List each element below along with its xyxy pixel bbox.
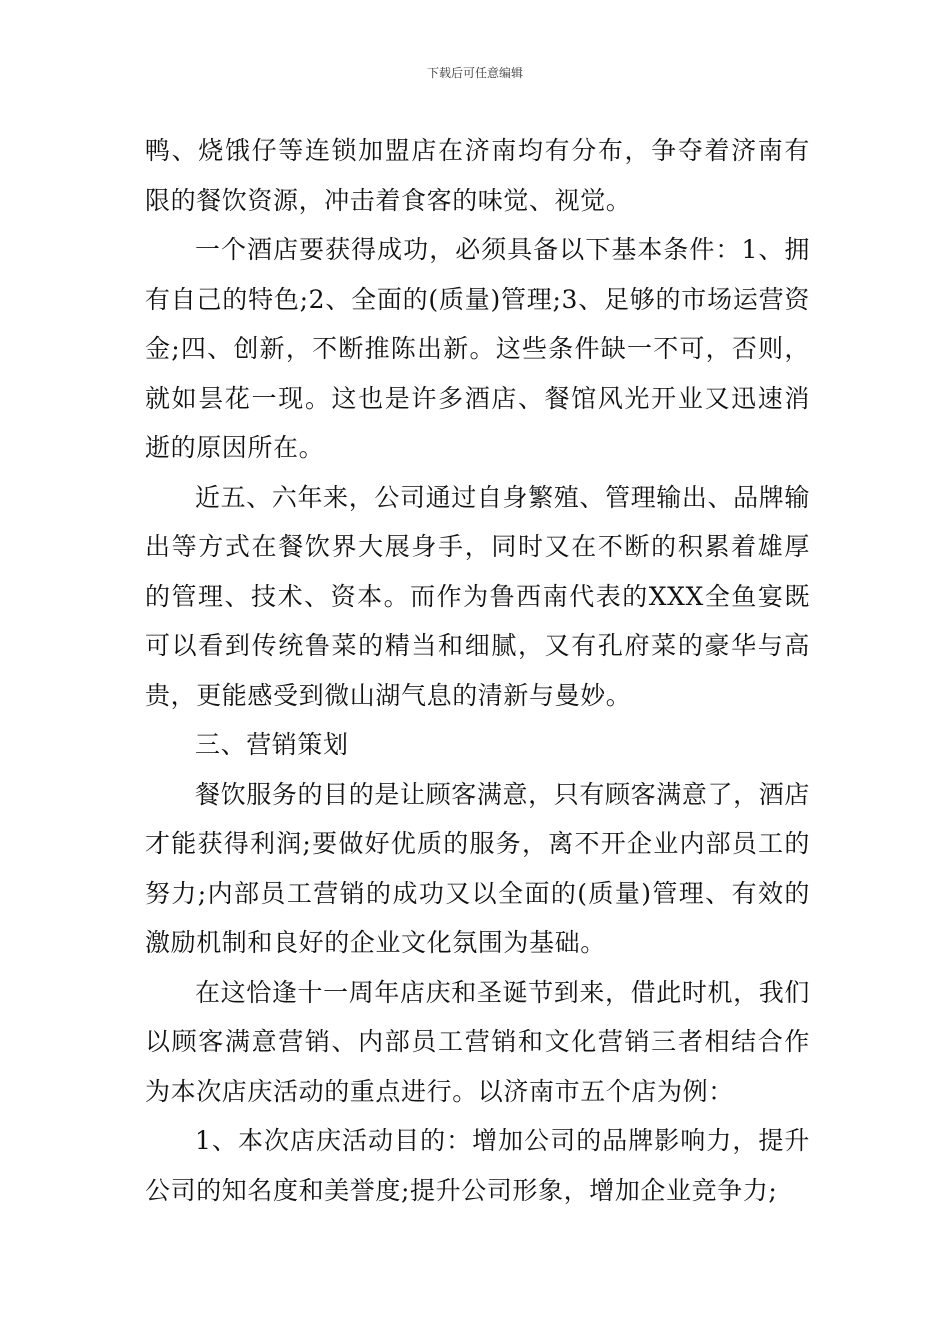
paragraph-company-history: 近五、六年来，公司通过自身繁殖、管理输出、品牌输出等方式在餐饮界大展身手，同时又在不断的积累着雄厚的管理、技术、资本。而作为鲁西南代表的XXX全鱼宴既可以看到传统鲁菜的精当和细腻，又有孔府菜的豪华与高贵，更能感受到微山湖气息的清新与曼妙。 <box>145 482 810 710</box>
paragraph-continuation: 鸭、烧饿仔等连锁加盟店在济南均有分布，争夺着济南有限的餐饮资源，冲击着食客的味觉、视觉。 <box>145 136 810 215</box>
document-body <box>145 126 810 1215</box>
section-heading-marketing: 三、营销策划 <box>195 730 349 759</box>
page-header: 下载后可任意编辑 <box>426 66 523 80</box>
paragraph-anniversary: 在这恰逢十一周年店庆和圣诞节到来，借此时机，我们以顾客满意营销、内部员工营销和文化营销三者相结合作为本次店庆活动的重点进行。以济南市五个店为例： <box>145 977 810 1106</box>
paragraph-success-conditions: 一个酒店要获得成功，必须具备以下基本条件：1、拥有自己的特色;2、全面的(质量)管理;3、足够的市场运营资金;四、创新，不断推陈出新。这些条件缺一不可，否则，就如昙花一现。这也是许多酒店、餐馆风光开业又迅速消逝的原因所在。 <box>145 235 810 462</box>
paragraph-activity-goal: 1、本次店庆活动目的：增加公司的品牌影响力，提升公司的知名度和美誉度;提升公司形象，增加企业竞争力; <box>145 1126 810 1205</box>
paragraph-service-goal: 餐饮服务的目的是让顾客满意，只有顾客满意了，酒店才能获得利润;要做好优质的服务，离不开企业内部员工的努力;内部员工营销的成功又以全面的(质量)管理、有效的激励机制和良好的企业文化氛围为基础。 <box>145 779 810 957</box>
